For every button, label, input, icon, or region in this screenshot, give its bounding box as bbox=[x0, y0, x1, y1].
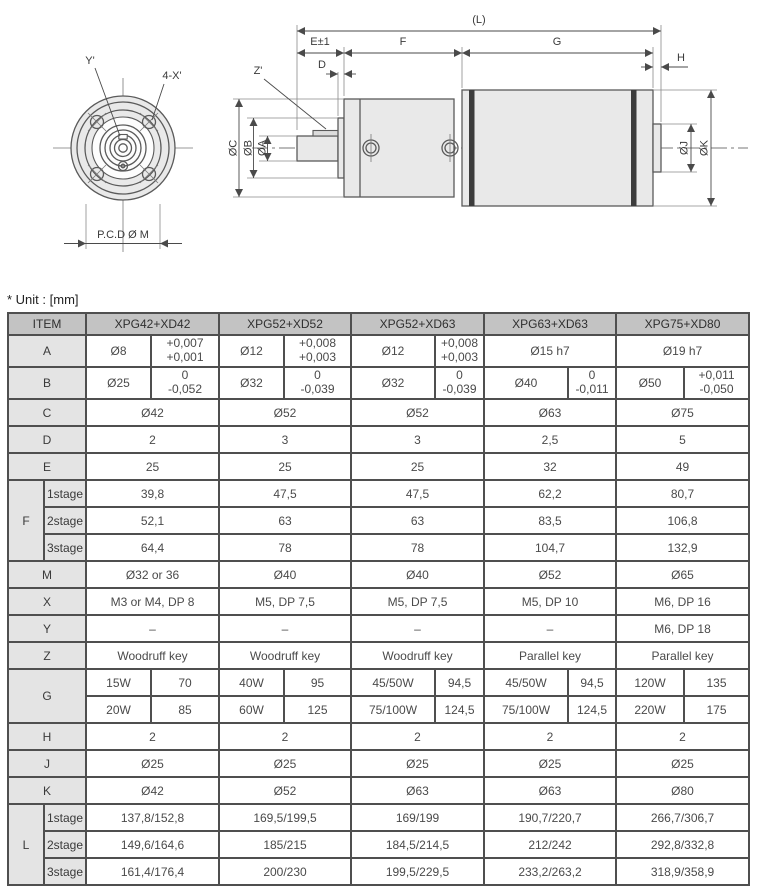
cell: 135 bbox=[684, 669, 749, 696]
cell: M6, DP 18 bbox=[616, 615, 749, 642]
cell: Ø25 bbox=[219, 750, 351, 777]
cell: 132,9 bbox=[616, 534, 749, 561]
cell: – bbox=[86, 615, 219, 642]
dim-label-D: D bbox=[318, 59, 326, 71]
cell: Woodruff key bbox=[351, 642, 484, 669]
row-B bbox=[8, 367, 749, 399]
cell: 104,7 bbox=[484, 534, 616, 561]
row-H bbox=[8, 723, 749, 750]
tol-lower: -0,039 bbox=[300, 382, 335, 396]
cell: 3 bbox=[351, 426, 484, 453]
cell: Ø52 bbox=[351, 399, 484, 426]
cell: Ø40 bbox=[351, 561, 484, 588]
cell: Ø8 bbox=[86, 335, 151, 367]
cell: 2,5 bbox=[484, 426, 616, 453]
row-label-L-2stage: 2stage bbox=[44, 831, 86, 858]
row-label-M: M bbox=[8, 561, 86, 588]
cell: Ø52 bbox=[484, 561, 616, 588]
tolerance-cell bbox=[684, 367, 749, 399]
motor-body bbox=[462, 90, 653, 206]
cell: 39,8 bbox=[86, 480, 219, 507]
cell: 95 bbox=[284, 669, 351, 696]
cell: Ø52 bbox=[219, 399, 351, 426]
cell-wattage: 15W bbox=[86, 669, 151, 696]
cell: 25 bbox=[86, 453, 219, 480]
cell: 52,1 bbox=[86, 507, 219, 534]
cell: 3 bbox=[219, 426, 351, 453]
cell: 124,5 bbox=[435, 696, 484, 723]
cell: 25 bbox=[219, 453, 351, 480]
dim-label-dia-A: ØA bbox=[256, 140, 269, 156]
row-J bbox=[8, 750, 749, 777]
cell: Ø19 h7 bbox=[616, 335, 749, 367]
cell: 149,6/164,6 bbox=[86, 831, 219, 858]
cell: Ø80 bbox=[616, 777, 749, 804]
cell: M5, DP 10 bbox=[484, 588, 616, 615]
cell: Ø65 bbox=[616, 561, 749, 588]
cell: 70 bbox=[151, 669, 219, 696]
cell: Ø25 bbox=[86, 367, 151, 399]
row-Y bbox=[8, 615, 749, 642]
tolerance-cell bbox=[151, 335, 219, 367]
cell: 47,5 bbox=[219, 480, 351, 507]
cell-wattage: 40W bbox=[219, 669, 284, 696]
col-header-model-2: XPG52+XD52 bbox=[219, 313, 351, 335]
cell: Ø25 bbox=[484, 750, 616, 777]
col-header-model-4: XPG63+XD63 bbox=[484, 313, 616, 335]
row-M bbox=[8, 561, 749, 588]
row-label-A: A bbox=[8, 335, 86, 367]
tol-lower: -0,011 bbox=[575, 382, 609, 396]
cell: 199,5/229,5 bbox=[351, 858, 484, 885]
col-header-model-3: XPG52+XD63 bbox=[351, 313, 484, 335]
tolerance-cell bbox=[284, 335, 351, 367]
cell: Woodruff key bbox=[86, 642, 219, 669]
row-label-G: G bbox=[8, 669, 86, 723]
cell: Ø32 bbox=[351, 367, 435, 399]
dim-label-G: G bbox=[552, 36, 562, 48]
row-label-Y: Y bbox=[8, 615, 86, 642]
cell: 2 bbox=[86, 723, 219, 750]
cell: M3 or M4, DP 8 bbox=[86, 588, 219, 615]
cell: Parallel key bbox=[616, 642, 749, 669]
row-label-L-1stage: 1stage bbox=[44, 804, 86, 831]
row-E bbox=[8, 453, 749, 480]
col-header-model-5: XPG75+XD80 bbox=[616, 313, 749, 335]
cell: – bbox=[351, 615, 484, 642]
cell: 169/199 bbox=[351, 804, 484, 831]
row-F-3stage bbox=[8, 534, 749, 561]
cell: 80,7 bbox=[616, 480, 749, 507]
cell: Parallel key bbox=[484, 642, 616, 669]
cell-wattage: 60W bbox=[219, 696, 284, 723]
cell: 85 bbox=[151, 696, 219, 723]
cell: 124,5 bbox=[568, 696, 616, 723]
cell: 233,2/263,2 bbox=[484, 858, 616, 885]
cell: 64,4 bbox=[86, 534, 219, 561]
tol-upper: 0 bbox=[456, 368, 463, 383]
cell: 94,5 bbox=[435, 669, 484, 696]
cell: Woodruff key bbox=[219, 642, 351, 669]
dim-label-E: E±1 bbox=[310, 36, 330, 48]
dim-label-Z-prime: Z' bbox=[253, 65, 263, 77]
row-label-F-1stage: 1stage bbox=[44, 480, 86, 507]
row-label-L: L bbox=[8, 804, 44, 885]
cell: 83,5 bbox=[484, 507, 616, 534]
cell: – bbox=[484, 615, 616, 642]
cell: M5, DP 7,5 bbox=[219, 588, 351, 615]
dim-label-dia-J: ØJ bbox=[678, 140, 691, 156]
unit-note: * Unit : [mm] bbox=[7, 292, 79, 307]
cell: 200/230 bbox=[219, 858, 351, 885]
cell: 5 bbox=[616, 426, 749, 453]
cell: 318,9/358,9 bbox=[616, 858, 749, 885]
cell-wattage: 75/100W bbox=[484, 696, 568, 723]
row-label-H: H bbox=[8, 723, 86, 750]
cell: – bbox=[219, 615, 351, 642]
cell: 78 bbox=[219, 534, 351, 561]
cell: Ø52 bbox=[219, 777, 351, 804]
cell: 175 bbox=[684, 696, 749, 723]
cell: 49 bbox=[616, 453, 749, 480]
tol-upper: +0,008 bbox=[298, 336, 337, 351]
tolerance-cell bbox=[435, 335, 484, 367]
cell: 266,7/306,7 bbox=[616, 804, 749, 831]
row-label-F-3stage: 3stage bbox=[44, 534, 86, 561]
output-shaft bbox=[297, 136, 338, 161]
technical-drawing bbox=[0, 0, 759, 292]
row-A bbox=[8, 335, 749, 367]
cell: Ø25 bbox=[86, 750, 219, 777]
tol-upper: 0 bbox=[181, 368, 189, 383]
front-view bbox=[53, 55, 193, 252]
dim-label-y-prime: Y' bbox=[85, 55, 95, 67]
cell: Ø40 bbox=[484, 367, 568, 399]
row-G-2 bbox=[8, 696, 749, 723]
cell: Ø32 or 36 bbox=[86, 561, 219, 588]
cell: 2 bbox=[484, 723, 616, 750]
row-K bbox=[8, 777, 749, 804]
row-label-F: F bbox=[8, 480, 44, 561]
cell: 212/242 bbox=[484, 831, 616, 858]
cell: 106,8 bbox=[616, 507, 749, 534]
row-C bbox=[8, 399, 749, 426]
dim-label-dia-B: ØB bbox=[242, 140, 255, 156]
cell: 47,5 bbox=[351, 480, 484, 507]
row-label-E: E bbox=[8, 453, 86, 480]
cell-wattage: 45/50W bbox=[484, 669, 568, 696]
cell: 63 bbox=[351, 507, 484, 534]
tol-upper: +0,007 bbox=[166, 336, 204, 351]
rear-boss bbox=[653, 124, 661, 172]
pilot-boss bbox=[338, 118, 344, 178]
cell: Ø63 bbox=[484, 777, 616, 804]
cell: 78 bbox=[351, 534, 484, 561]
cell: 161,4/176,4 bbox=[86, 858, 219, 885]
cell-wattage: 75/100W bbox=[351, 696, 435, 723]
cell: Ø63 bbox=[351, 777, 484, 804]
cell-wattage: 120W bbox=[616, 669, 684, 696]
row-label-K: K bbox=[8, 777, 86, 804]
cell: 2 bbox=[86, 426, 219, 453]
row-label-B: B bbox=[8, 367, 86, 399]
dim-label-4x: 4-X' bbox=[162, 70, 182, 82]
tolerance-cell bbox=[151, 367, 219, 399]
shaft-key bbox=[313, 131, 341, 137]
row-G-1 bbox=[8, 669, 749, 696]
cell: 137,8/152,8 bbox=[86, 804, 219, 831]
col-header-model-1: XPG42+XD42 bbox=[86, 313, 219, 335]
dim-label-dia-C: ØC bbox=[227, 139, 240, 157]
tol-upper: 0 bbox=[588, 368, 596, 383]
cell: 125 bbox=[284, 696, 351, 723]
dim-label-F: F bbox=[399, 36, 407, 48]
row-label-J: J bbox=[8, 750, 86, 777]
row-label-X: X bbox=[8, 588, 86, 615]
tol-upper: +0,008 bbox=[440, 336, 479, 351]
dim-label-dia-K: ØK bbox=[698, 140, 711, 156]
cell: 25 bbox=[351, 453, 484, 480]
cell: 2 bbox=[351, 723, 484, 750]
cell: 184,5/214,5 bbox=[351, 831, 484, 858]
row-D bbox=[8, 426, 749, 453]
cell: Ø63 bbox=[484, 399, 616, 426]
cell: Ø12 bbox=[219, 335, 284, 367]
cell: 63 bbox=[219, 507, 351, 534]
row-label-C: C bbox=[8, 399, 86, 426]
cell: Ø15 h7 bbox=[484, 335, 616, 367]
tol-lower: +0,001 bbox=[166, 350, 204, 364]
row-X bbox=[8, 588, 749, 615]
tolerance-cell bbox=[568, 367, 616, 399]
cell: 2 bbox=[219, 723, 351, 750]
cell: Ø12 bbox=[351, 335, 435, 367]
cell-wattage: 220W bbox=[616, 696, 684, 723]
tol-lower: -0,050 bbox=[699, 382, 734, 396]
tol-upper: +0,011 bbox=[698, 368, 735, 383]
row-Z bbox=[8, 642, 749, 669]
cell: M6, DP 16 bbox=[616, 588, 749, 615]
tol-lower: +0,003 bbox=[440, 350, 479, 364]
cell-wattage: 20W bbox=[86, 696, 151, 723]
cell: Ø50 bbox=[616, 367, 684, 399]
row-L-2stage bbox=[8, 831, 749, 858]
cell: 2 bbox=[616, 723, 749, 750]
header-row bbox=[8, 313, 749, 335]
row-label-L-3stage: 3stage bbox=[44, 858, 86, 885]
cell: Ø32 bbox=[219, 367, 284, 399]
cell: Ø25 bbox=[351, 750, 484, 777]
cell: Ø42 bbox=[86, 399, 219, 426]
row-label-Z: Z bbox=[8, 642, 86, 669]
row-L-1stage bbox=[8, 804, 749, 831]
side-view bbox=[228, 14, 749, 206]
cell: 292,8/332,8 bbox=[616, 831, 749, 858]
dim-label-L: (L) bbox=[472, 14, 486, 26]
cell: 190,7/220,7 bbox=[484, 804, 616, 831]
col-header-item: ITEM bbox=[8, 313, 86, 335]
row-F-1stage bbox=[8, 480, 749, 507]
row-label-F-2stage: 2stage bbox=[44, 507, 86, 534]
tol-lower: +0,003 bbox=[298, 350, 337, 364]
dim-label-H: H bbox=[677, 52, 685, 64]
row-L-3stage bbox=[8, 858, 749, 885]
tol-upper: 0 bbox=[314, 368, 321, 383]
tol-lower: -0,039 bbox=[442, 382, 477, 396]
cell: Ø40 bbox=[219, 561, 351, 588]
tolerance-cell bbox=[284, 367, 351, 399]
row-label-D: D bbox=[8, 426, 86, 453]
cell: Ø25 bbox=[616, 750, 749, 777]
spec-table bbox=[7, 312, 750, 886]
cell: 185/215 bbox=[219, 831, 351, 858]
tol-lower: -0,052 bbox=[168, 382, 203, 396]
cell-wattage: 45/50W bbox=[351, 669, 435, 696]
cell: 32 bbox=[484, 453, 616, 480]
row-F-2stage bbox=[8, 507, 749, 534]
cell: 62,2 bbox=[484, 480, 616, 507]
cell: Ø42 bbox=[86, 777, 219, 804]
tolerance-cell bbox=[435, 367, 484, 399]
cell: 94,5 bbox=[568, 669, 616, 696]
cell: 169,5/199,5 bbox=[219, 804, 351, 831]
dim-label-pcd: P.C.D Ø M bbox=[97, 229, 149, 241]
cell: M5, DP 7,5 bbox=[351, 588, 484, 615]
cell: Ø75 bbox=[616, 399, 749, 426]
